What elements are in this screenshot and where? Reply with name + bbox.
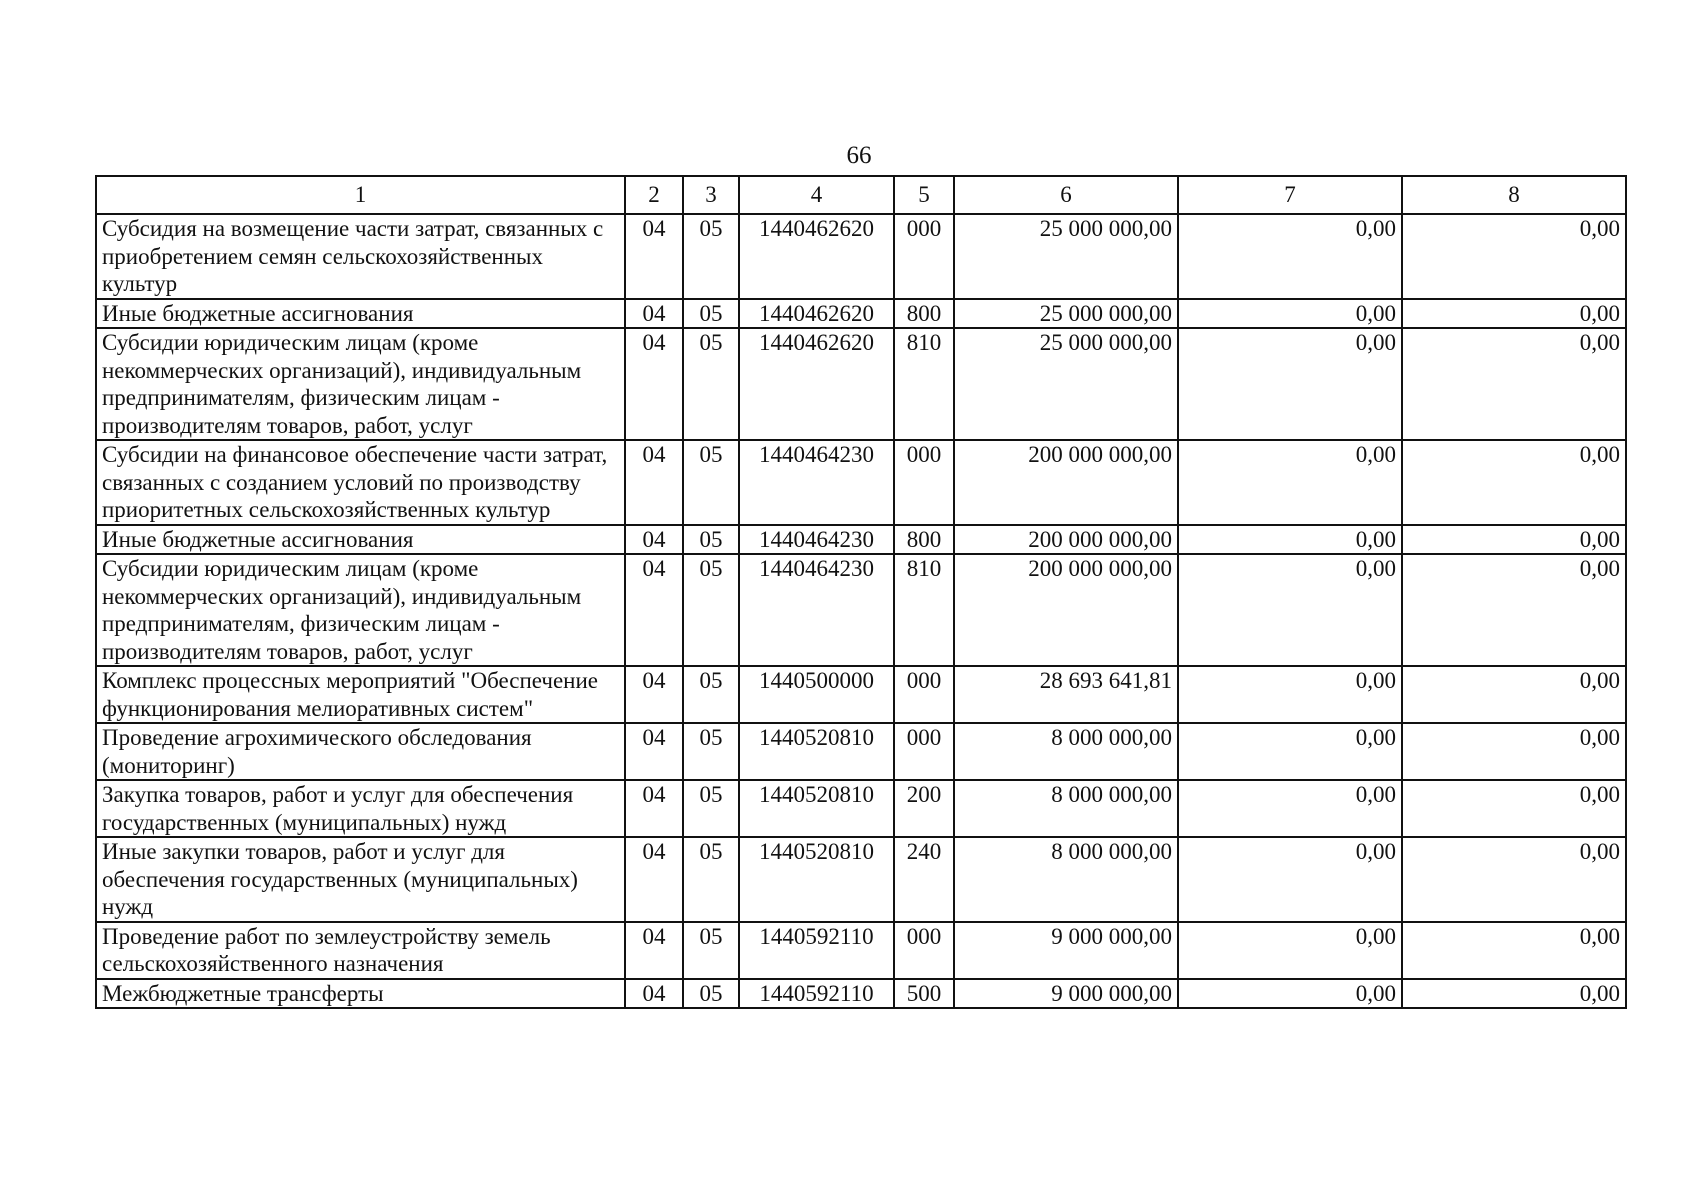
row-amount-col7: 0,00 <box>1178 780 1402 837</box>
row-target-code: 1440520810 <box>739 780 894 837</box>
row-expense-type-code: 200 <box>894 780 954 837</box>
table-row <box>96 328 1626 440</box>
row-name: Межбюджетные трансферты <box>96 979 625 1009</box>
row-amount-col7: 0,00 <box>1178 328 1402 440</box>
row-expense-type-code: 500 <box>894 979 954 1009</box>
row-target-code: 1440462620 <box>739 214 894 299</box>
row-expense-type-code: 810 <box>894 328 954 440</box>
row-section-code: 04 <box>625 214 683 299</box>
row-amount-col6: 200 000 000,00 <box>954 440 1178 525</box>
row-amount-col7: 0,00 <box>1178 525 1402 555</box>
row-amount-col7: 0,00 <box>1178 922 1402 979</box>
row-expense-type-code: 810 <box>894 554 954 666</box>
table-row <box>96 440 1626 525</box>
row-expense-type-code: 800 <box>894 299 954 329</box>
row-subsection-code: 05 <box>683 922 739 979</box>
table-row <box>96 554 1626 666</box>
row-section-code: 04 <box>625 979 683 1009</box>
row-expense-type-code: 800 <box>894 525 954 555</box>
row-target-code: 1440520810 <box>739 723 894 780</box>
row-amount-col7: 0,00 <box>1178 214 1402 299</box>
row-expense-type-code: 000 <box>894 214 954 299</box>
row-amount-col7: 0,00 <box>1178 837 1402 922</box>
table-row <box>96 666 1626 723</box>
row-amount-col8: 0,00 <box>1402 837 1626 922</box>
row-subsection-code: 05 <box>683 979 739 1009</box>
column-header-6: 6 <box>954 176 1178 214</box>
row-section-code: 04 <box>625 554 683 666</box>
row-name: Комплекс процессных мероприятий "Обеспечение функционирования мелиоративных систем" <box>96 666 625 723</box>
row-target-code: 1440592110 <box>739 922 894 979</box>
row-name: Иные бюджетные ассигнования <box>96 525 625 555</box>
row-subsection-code: 05 <box>683 440 739 525</box>
row-name: Закупка товаров, работ и услуг для обеспечения государственных (муниципальных) нужд <box>96 780 625 837</box>
row-amount-col8: 0,00 <box>1402 214 1626 299</box>
row-expense-type-code: 000 <box>894 723 954 780</box>
table-row <box>96 723 1626 780</box>
row-section-code: 04 <box>625 328 683 440</box>
row-amount-col7: 0,00 <box>1178 723 1402 780</box>
row-section-code: 04 <box>625 837 683 922</box>
row-amount-col8: 0,00 <box>1402 979 1626 1009</box>
row-section-code: 04 <box>625 922 683 979</box>
header-row <box>96 176 1626 214</box>
row-target-code: 1440520810 <box>739 837 894 922</box>
row-target-code: 1440462620 <box>739 328 894 440</box>
row-amount-col8: 0,00 <box>1402 723 1626 780</box>
column-header-1: 1 <box>96 176 625 214</box>
row-amount-col8: 0,00 <box>1402 780 1626 837</box>
row-subsection-code: 05 <box>683 666 739 723</box>
column-header-5: 5 <box>894 176 954 214</box>
row-amount-col6: 8 000 000,00 <box>954 780 1178 837</box>
row-amount-col8: 0,00 <box>1402 299 1626 329</box>
row-amount-col7: 0,00 <box>1178 440 1402 525</box>
row-section-code: 04 <box>625 723 683 780</box>
row-amount-col8: 0,00 <box>1402 440 1626 525</box>
row-amount-col6: 200 000 000,00 <box>954 554 1178 666</box>
row-subsection-code: 05 <box>683 328 739 440</box>
row-amount-col6: 8 000 000,00 <box>954 723 1178 780</box>
row-amount-col8: 0,00 <box>1402 554 1626 666</box>
row-subsection-code: 05 <box>683 525 739 555</box>
row-amount-col6: 25 000 000,00 <box>954 299 1178 329</box>
row-expense-type-code: 000 <box>894 922 954 979</box>
row-subsection-code: 05 <box>683 214 739 299</box>
row-section-code: 04 <box>625 525 683 555</box>
row-target-code: 1440464230 <box>739 554 894 666</box>
row-amount-col6: 8 000 000,00 <box>954 837 1178 922</box>
column-header-3: 3 <box>683 176 739 214</box>
row-amount-col6: 28 693 641,81 <box>954 666 1178 723</box>
row-amount-col6: 9 000 000,00 <box>954 922 1178 979</box>
row-subsection-code: 05 <box>683 299 739 329</box>
row-amount-col8: 0,00 <box>1402 666 1626 723</box>
row-amount-col6: 25 000 000,00 <box>954 214 1178 299</box>
page-number: 66 <box>846 142 872 169</box>
row-expense-type-code: 000 <box>894 440 954 525</box>
table-row <box>96 780 1626 837</box>
row-amount-col7: 0,00 <box>1178 299 1402 329</box>
row-target-code: 1440592110 <box>739 979 894 1009</box>
row-name: Субсидии юридическим лицам (кроме некоммерческих организаций), индивидуальным предпринимателям, физическим лицам - производителям товаров, работ, услуг <box>96 554 625 666</box>
row-target-code: 1440462620 <box>739 299 894 329</box>
row-name: Иные бюджетные ассигнования <box>96 299 625 329</box>
row-amount-col6: 9 000 000,00 <box>954 979 1178 1009</box>
row-subsection-code: 05 <box>683 554 739 666</box>
row-subsection-code: 05 <box>683 837 739 922</box>
column-header-7: 7 <box>1178 176 1402 214</box>
table-row <box>96 525 1626 555</box>
table-row <box>96 922 1626 979</box>
row-section-code: 04 <box>625 440 683 525</box>
row-amount-col7: 0,00 <box>1178 666 1402 723</box>
table-row <box>96 979 1626 1009</box>
row-amount-col7: 0,00 <box>1178 554 1402 666</box>
table-row <box>96 214 1626 299</box>
table-row <box>96 299 1626 329</box>
row-section-code: 04 <box>625 780 683 837</box>
row-target-code: 1440464230 <box>739 525 894 555</box>
row-subsection-code: 05 <box>683 723 739 780</box>
table-row <box>96 837 1626 922</box>
row-name: Субсидия на возмещение части затрат, связанных с приобретением семян сельскохозяйственных культур <box>96 214 625 299</box>
row-amount-col8: 0,00 <box>1402 328 1626 440</box>
row-section-code: 04 <box>625 299 683 329</box>
row-amount-col6: 25 000 000,00 <box>954 328 1178 440</box>
row-expense-type-code: 000 <box>894 666 954 723</box>
row-amount-col6: 200 000 000,00 <box>954 525 1178 555</box>
row-name: Субсидии на финансовое обеспечение части затрат, связанных с созданием условий по производству приоритетных сельскохозяйственных культур <box>96 440 625 525</box>
row-target-code: 1440500000 <box>739 666 894 723</box>
column-header-4: 4 <box>739 176 894 214</box>
row-name: Проведение работ по землеустройству земель сельскохозяйственного назначения <box>96 922 625 979</box>
row-name: Проведение агрохимического обследования (мониторинг) <box>96 723 625 780</box>
row-name: Субсидии юридическим лицам (кроме некоммерческих организаций), индивидуальным предпринимателям, физическим лицам - производителям товаров, работ, услуг <box>96 328 625 440</box>
row-subsection-code: 05 <box>683 780 739 837</box>
row-name: Иные закупки товаров, работ и услуг для обеспечения государственных (муниципальных) нужд <box>96 837 625 922</box>
row-amount-col7: 0,00 <box>1178 979 1402 1009</box>
column-header-8: 8 <box>1402 176 1626 214</box>
budget-table <box>95 175 1627 1009</box>
row-section-code: 04 <box>625 666 683 723</box>
row-amount-col8: 0,00 <box>1402 525 1626 555</box>
row-expense-type-code: 240 <box>894 837 954 922</box>
column-header-2: 2 <box>625 176 683 214</box>
row-amount-col8: 0,00 <box>1402 922 1626 979</box>
row-target-code: 1440464230 <box>739 440 894 525</box>
